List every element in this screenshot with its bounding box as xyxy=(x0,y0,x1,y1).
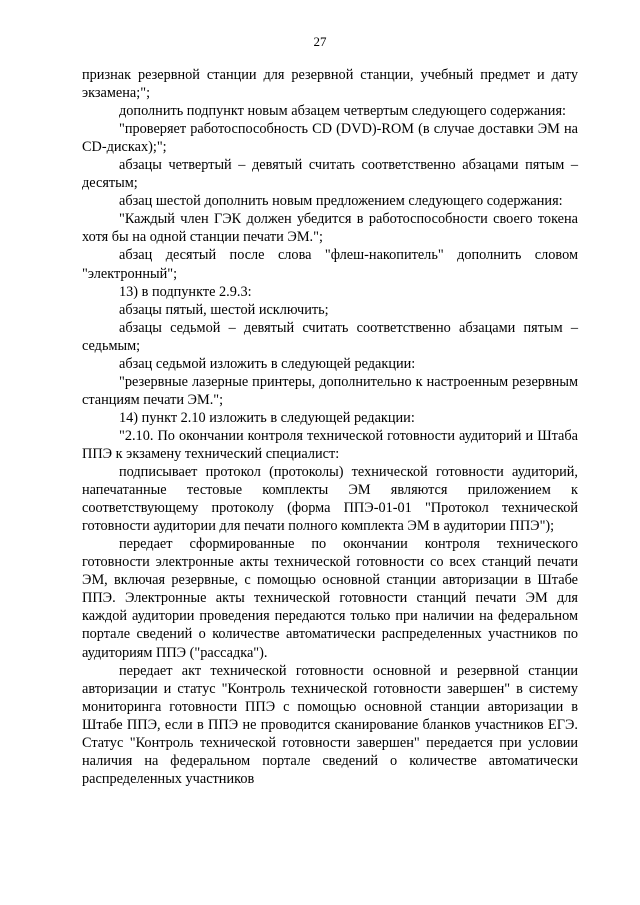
paragraph-17: передает акт технической готовности основной и резервной станции авторизации и статус "Контроль технической готовности завершен" в систему мониторинга готовности ППЭ с помощью основной станции авторизации в Штабе ППЭ, если в ППЭ не проводится сканирование бланков участников ЕГЭ. Статус "Контроль технической готовности завершен" передается при условии наличия на федеральном портале сведений о количестве автоматически распределенных участников xyxy=(82,662,578,787)
paragraph-15: подписывает протокол (протоколы) технической готовности аудиторий, напечатанные тестовые комплекты ЭМ являются приложением к соответствующему протоколу (форма ППЭ-01-01 "Протокол технической готовности аудитории для печати полного комплекта ЭМ в аудитории ППЭ"); xyxy=(82,464,578,535)
paragraph-7: абзац десятый после слова "флеш-накопитель" дополнить словом "электронный"; xyxy=(82,247,578,282)
paragraph-8: 13) в подпункте 2.9.3: xyxy=(119,283,252,300)
paragraph-14: "2.10. По окончании контроля технической готовности аудиторий и Штаба ППЭ к экзамену технический специалист: xyxy=(82,427,578,462)
paragraph-3: "проверяет работоспособность CD (DVD)-ROM (в случае доставки ЭМ на CD-дисках);"; xyxy=(82,121,578,156)
paragraph-9: абзацы пятый, шестой исключить; xyxy=(119,301,329,318)
paragraph-4: абзацы четвертый – девятый считать соответственно абзацами пятым – десятым; xyxy=(82,157,578,192)
paragraph-16: передает сформированные по окончании контроля технического готовности электронные акты технической готовности со всех станций печати ЭМ, включая резервные, с помощью основной станции авторизации в Штабе ППЭ. Электронные акты технической готовности станций печати ЭМ для каждой аудитории проведения передаются только при наличии на федеральном портале сведений о количестве автоматически распределенных участников по аудиториям ППЭ ("рассадка"). xyxy=(82,536,578,661)
paragraph-2: дополнить подпункт новым абзацем четвертым следующего содержания: xyxy=(119,103,566,120)
paragraph-11: абзац седьмой изложить в следующей редакции: xyxy=(119,355,416,372)
document-body xyxy=(82,66,578,788)
paragraph-6: "Каждый член ГЭК должен убедится в работоспособности своего токена хотя бы на одной станции печати ЭМ."; xyxy=(82,211,578,246)
paragraph-13: 14) пункт 2.10 изложить в следующей редакции: xyxy=(119,409,415,426)
paragraph-5: абзац шестой дополнить новым предложением следующего содержания: xyxy=(119,193,563,210)
page-number: 27 xyxy=(313,34,327,49)
paragraph-12: "резервные лазерные принтеры, дополнительно к настроенным резервным станциям печати ЭМ."; xyxy=(82,373,578,408)
paragraph-10: абзацы седьмой – девятый считать соответственно абзацами пятым – седьмым; xyxy=(82,319,578,354)
paragraph-1: признак резервной станции для резервной станции, учебный предмет и дату экзамена;"; xyxy=(82,67,578,102)
